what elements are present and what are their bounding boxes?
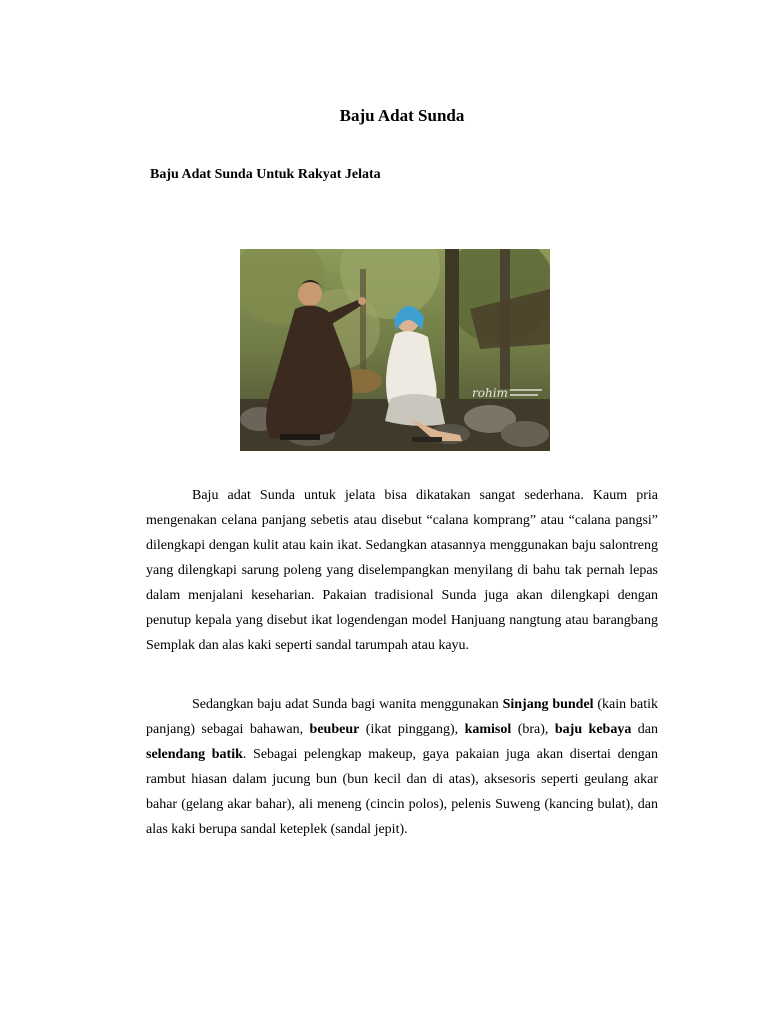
term-baju-kebaya: baju kebaya: [554, 722, 632, 737]
paragraph-1-text: Baju adat Sunda untuk jelata bisa dikatakan sangat sederhana. Kaum pria mengenakan celana panjang sebetis atau disebut “calana komprang” atau “calana pangsi” dilengkapi dengan kulit atau kain ikat. Sedangkan atasannya menggunakan baju salontreng yang dilengkapi sarung poleng yang diselempangkan menyilang di bahu tak pernah lepas dalam menjalani keseharian. Pakaian tradisional Sunda juga akan dilengkapi dengan penutup kepala yang disebut ikat logendengan model Hanjuang nangtung atau barangbang Semplak dan alas kaki seperti sandal tarumpah atau kayu.: [146, 488, 658, 653]
document-title: Baju Adat Sunda: [339, 106, 465, 125]
term-sinjang-bundel: Sinjang bundel: [502, 697, 594, 712]
paragraph-2-text: (bra),: [511, 722, 555, 737]
photo-traditional-sundanese-couple: [240, 249, 550, 451]
term-beubeur: beubeur: [309, 722, 360, 737]
paragraph-women-clothing: [146, 692, 658, 842]
term-kamisol: kamisol: [464, 722, 512, 737]
photo-watermark: rohim: [472, 386, 508, 400]
term-selendang-batik: selendang batik: [146, 747, 243, 762]
paragraph-2-text: Sedangkan baju adat Sunda bagi wanita menggunakan: [192, 697, 503, 712]
photo-illustration: [240, 249, 550, 451]
paragraph-2-text: . Sebagai pelengkap makeup, gaya pakaian juga akan disertai dengan rambut hiasan dalam jucung bun (bun kecil dan di atas), aksesoris seperti geulang akar bahar (gelang akar bahar), ali meneng (cincin polos), pelenis Suweng (kancing bulat), dan alas kaki berupa sandal keteplek (sandal jepit).: [146, 747, 659, 837]
paragraph-2-text: dan: [631, 722, 658, 737]
section-heading: Baju Adat Sunda Untuk Rakyat Jelata: [150, 167, 381, 182]
paragraph-2-text: (ikat pinggang),: [359, 722, 465, 737]
paragraph-men-clothing: [146, 483, 658, 658]
paragraph-2-text: (kain batik panjang) sebagai bahawan,: [146, 697, 658, 737]
